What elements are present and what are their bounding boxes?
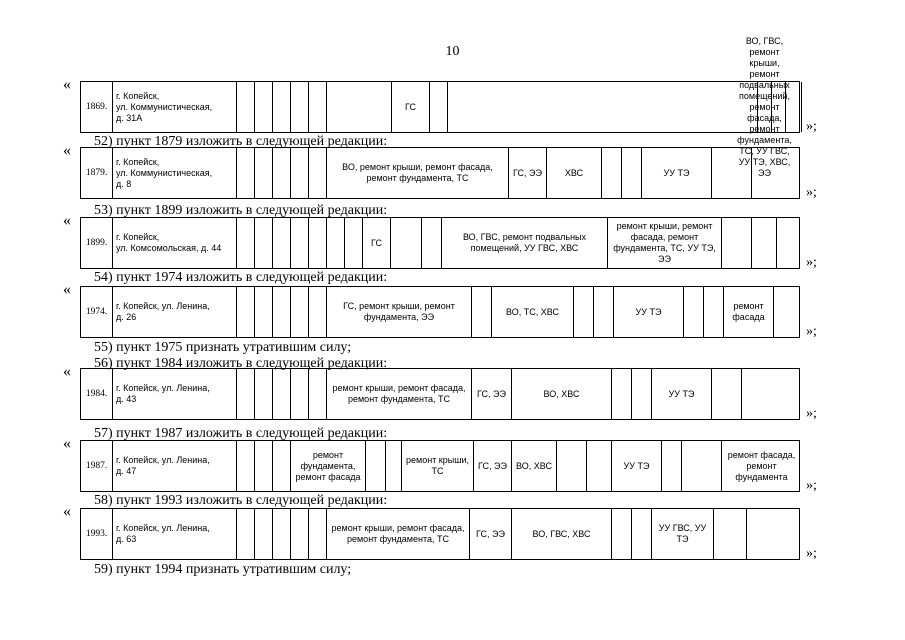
table-cell — [601, 148, 621, 198]
table-cell — [344, 218, 362, 268]
table-cell — [741, 369, 771, 419]
table-cell — [621, 148, 641, 198]
table-cell: УУ ТЭ — [613, 287, 683, 337]
table-cell — [290, 218, 308, 268]
close-quote: »; — [806, 255, 817, 270]
table-cell — [236, 369, 254, 419]
open-quote: « — [63, 281, 71, 298]
table-cell — [308, 509, 326, 559]
table-cell — [801, 82, 804, 132]
close-quote: »; — [806, 546, 817, 561]
table-cell — [254, 509, 272, 559]
table-cell — [556, 441, 586, 491]
table-cell: ГС — [391, 82, 429, 132]
table-cell — [272, 82, 290, 132]
table-cell — [254, 287, 272, 337]
table-cell: УУ ГВС, УУ ТЭ — [651, 509, 713, 559]
table-cell — [661, 441, 681, 491]
close-quote: »; — [806, 478, 817, 493]
table-cell — [290, 82, 308, 132]
table-cell — [746, 509, 776, 559]
table-cell — [785, 82, 799, 132]
table-cell — [236, 148, 254, 198]
table-cell: ремонт крыши, ТС — [401, 441, 473, 491]
table-cell: ВО, ТС, ХВС — [491, 287, 573, 337]
table-cell — [254, 369, 272, 419]
table-cell: УУ ТЭ — [641, 148, 711, 198]
table-cell — [326, 218, 344, 268]
instruction-text: 58) пункт 1993 изложить в следующей редакции: — [94, 493, 388, 508]
table-cell — [254, 441, 272, 491]
item-number: 1987. — [85, 460, 108, 471]
table-cell — [254, 148, 272, 198]
item-number: 1974. — [85, 306, 108, 317]
table-cell: ВО, ремонт крыши, ремонт фасада, ремонт фундамента, ТС — [326, 148, 508, 198]
table-cell — [586, 441, 611, 491]
item-number: 1899. — [85, 237, 108, 248]
table-cell: ВО, ГВС, ремонт крыши, ремонт подвальных помещений, ремонт фасада, ремонт фундамента, ТС, УУ ГВС, УУ ТЭ, ХВС, ЭЭ — [737, 35, 792, 178]
table-cell — [776, 218, 801, 268]
table-cell — [254, 82, 272, 132]
table-cell — [631, 509, 651, 559]
address-cell: г. Копейск, ул. Коммунистическая, д. 8 — [112, 148, 236, 198]
address-cell: г. Копейск, ул. Ленина, д. 43 — [112, 369, 236, 419]
table-cell: ремонт крыши, ремонт фасада, ремонт фундамента, ТС — [326, 509, 469, 559]
table-cell — [272, 509, 290, 559]
table-cell — [631, 369, 651, 419]
table-cell: ВО, ГВС, ремонт подвальных помещений, УУ ГВС, ХВС — [441, 218, 607, 268]
table-cell — [308, 369, 326, 419]
table-cell — [751, 218, 776, 268]
table-cell: ремонт крыши, ремонт фасада, ремонт фундамента, ТС — [326, 369, 471, 419]
table-cell: ГС, ремонт крыши, ремонт фундамента, ЭЭ — [326, 287, 471, 337]
address-cell: г. Копейск, ул. Коммунистическая, д. 31А — [112, 82, 236, 132]
table-cell — [711, 369, 741, 419]
record-row — [80, 217, 800, 269]
table-cell — [611, 509, 631, 559]
open-quote: « — [63, 76, 71, 93]
table-cell: ГС — [362, 218, 390, 268]
table-cell: ХВС — [546, 148, 601, 198]
address-cell: г. Копейск, ул. Ленина, д. 47 — [112, 441, 236, 491]
table-cell — [272, 218, 290, 268]
address-cell: г. Копейск, ул. Ленина, д. 26 — [112, 287, 236, 337]
table-cell: ВО, ХВС — [511, 369, 611, 419]
table-cell — [236, 287, 254, 337]
open-quote: « — [63, 363, 71, 380]
instruction-text: 55) пункт 1975 признать утратившим силу; — [94, 340, 352, 355]
table-cell: ВО, ГВС, ХВС — [511, 509, 611, 559]
instruction-text: 54) пункт 1974 изложить в следующей редакции: — [94, 270, 388, 285]
close-quote: »; — [806, 406, 817, 421]
table-cell — [272, 287, 290, 337]
record-row — [80, 147, 800, 199]
page-number: 10 — [445, 44, 460, 59]
table-cell — [385, 441, 401, 491]
table-cell: ВО, ХВС — [511, 441, 556, 491]
table-cell — [272, 148, 290, 198]
table-cell — [683, 287, 703, 337]
table-cell — [703, 287, 723, 337]
item-number: 1993. — [85, 528, 108, 539]
table-cell — [390, 218, 421, 268]
instruction-text: 57) пункт 1987 изложить в следующей редакции: — [94, 426, 388, 441]
table-cell: ремонт крыши, ремонт фасада, ремонт фундамента, ТС, УУ ТЭ, ЭЭ — [607, 218, 721, 268]
table-cell — [611, 369, 631, 419]
table-cell — [681, 441, 721, 491]
table-cell — [308, 287, 326, 337]
table-cell — [771, 82, 785, 132]
table-cell — [593, 287, 613, 337]
record-row — [80, 440, 800, 492]
table-cell — [236, 441, 254, 491]
item-number: 1869. — [85, 101, 108, 112]
table-cell: ремонт фасада — [723, 287, 773, 337]
instruction-text: 59) пункт 1994 признать утратившим силу; — [94, 562, 352, 577]
table-cell: ГС, ЭЭ — [471, 369, 511, 419]
item-number: 1879. — [85, 167, 108, 178]
table-cell — [429, 82, 447, 132]
open-quote: « — [63, 212, 71, 229]
table-cell: УУ ТЭ — [611, 441, 661, 491]
table-cell — [308, 148, 326, 198]
record-row — [80, 508, 800, 560]
table-cell — [290, 148, 308, 198]
table-cell — [290, 509, 308, 559]
item-number: 1984. — [85, 388, 108, 399]
address-cell: г. Копейск, ул. Ленина, д. 63 — [112, 509, 236, 559]
table-cell — [751, 148, 781, 198]
table-cell: ремонт фасада, ремонт фундамента — [721, 441, 801, 491]
table-cell — [365, 441, 385, 491]
table-cell — [290, 369, 308, 419]
table-cell — [236, 82, 254, 132]
table-cell — [471, 287, 491, 337]
close-quote: »; — [806, 185, 817, 200]
instruction-text: 52) пункт 1879 изложить в следующей редакции: — [94, 134, 388, 149]
table-cell: ГС, ЭЭ — [508, 148, 546, 198]
instruction-text: 56) пункт 1984 изложить в следующей редакции: — [94, 356, 388, 371]
address-cell: г. Копейск, ул. Комсомольская, д. 44 — [112, 218, 236, 268]
table-cell — [308, 218, 326, 268]
instruction-text: 53) пункт 1899 изложить в следующей редакции: — [94, 203, 388, 218]
table-cell — [326, 82, 391, 132]
table-cell — [272, 369, 290, 419]
table-cell — [421, 218, 441, 268]
close-quote: »; — [806, 119, 817, 134]
close-quote: »; — [806, 324, 817, 339]
table-cell — [713, 509, 746, 559]
table-cell — [773, 287, 801, 337]
record-row — [80, 368, 800, 420]
table-cell — [721, 218, 751, 268]
table-cell — [308, 82, 326, 132]
table-cell — [290, 287, 308, 337]
table-cell — [254, 218, 272, 268]
table-cell — [711, 148, 751, 198]
open-quote: « — [63, 503, 71, 520]
open-quote: « — [63, 142, 71, 159]
table-cell — [573, 287, 593, 337]
table-cell: ГС, ЭЭ — [469, 509, 511, 559]
table-cell: ремонт фундамента, ремонт фасада — [290, 441, 365, 491]
table-cell — [236, 509, 254, 559]
record-row — [80, 286, 800, 338]
table-cell — [447, 82, 757, 132]
table-cell — [236, 218, 254, 268]
table-cell — [272, 441, 290, 491]
table-cell: ГС, ЭЭ — [473, 441, 511, 491]
table-cell: УУ ТЭ — [651, 369, 711, 419]
open-quote: « — [63, 435, 71, 452]
